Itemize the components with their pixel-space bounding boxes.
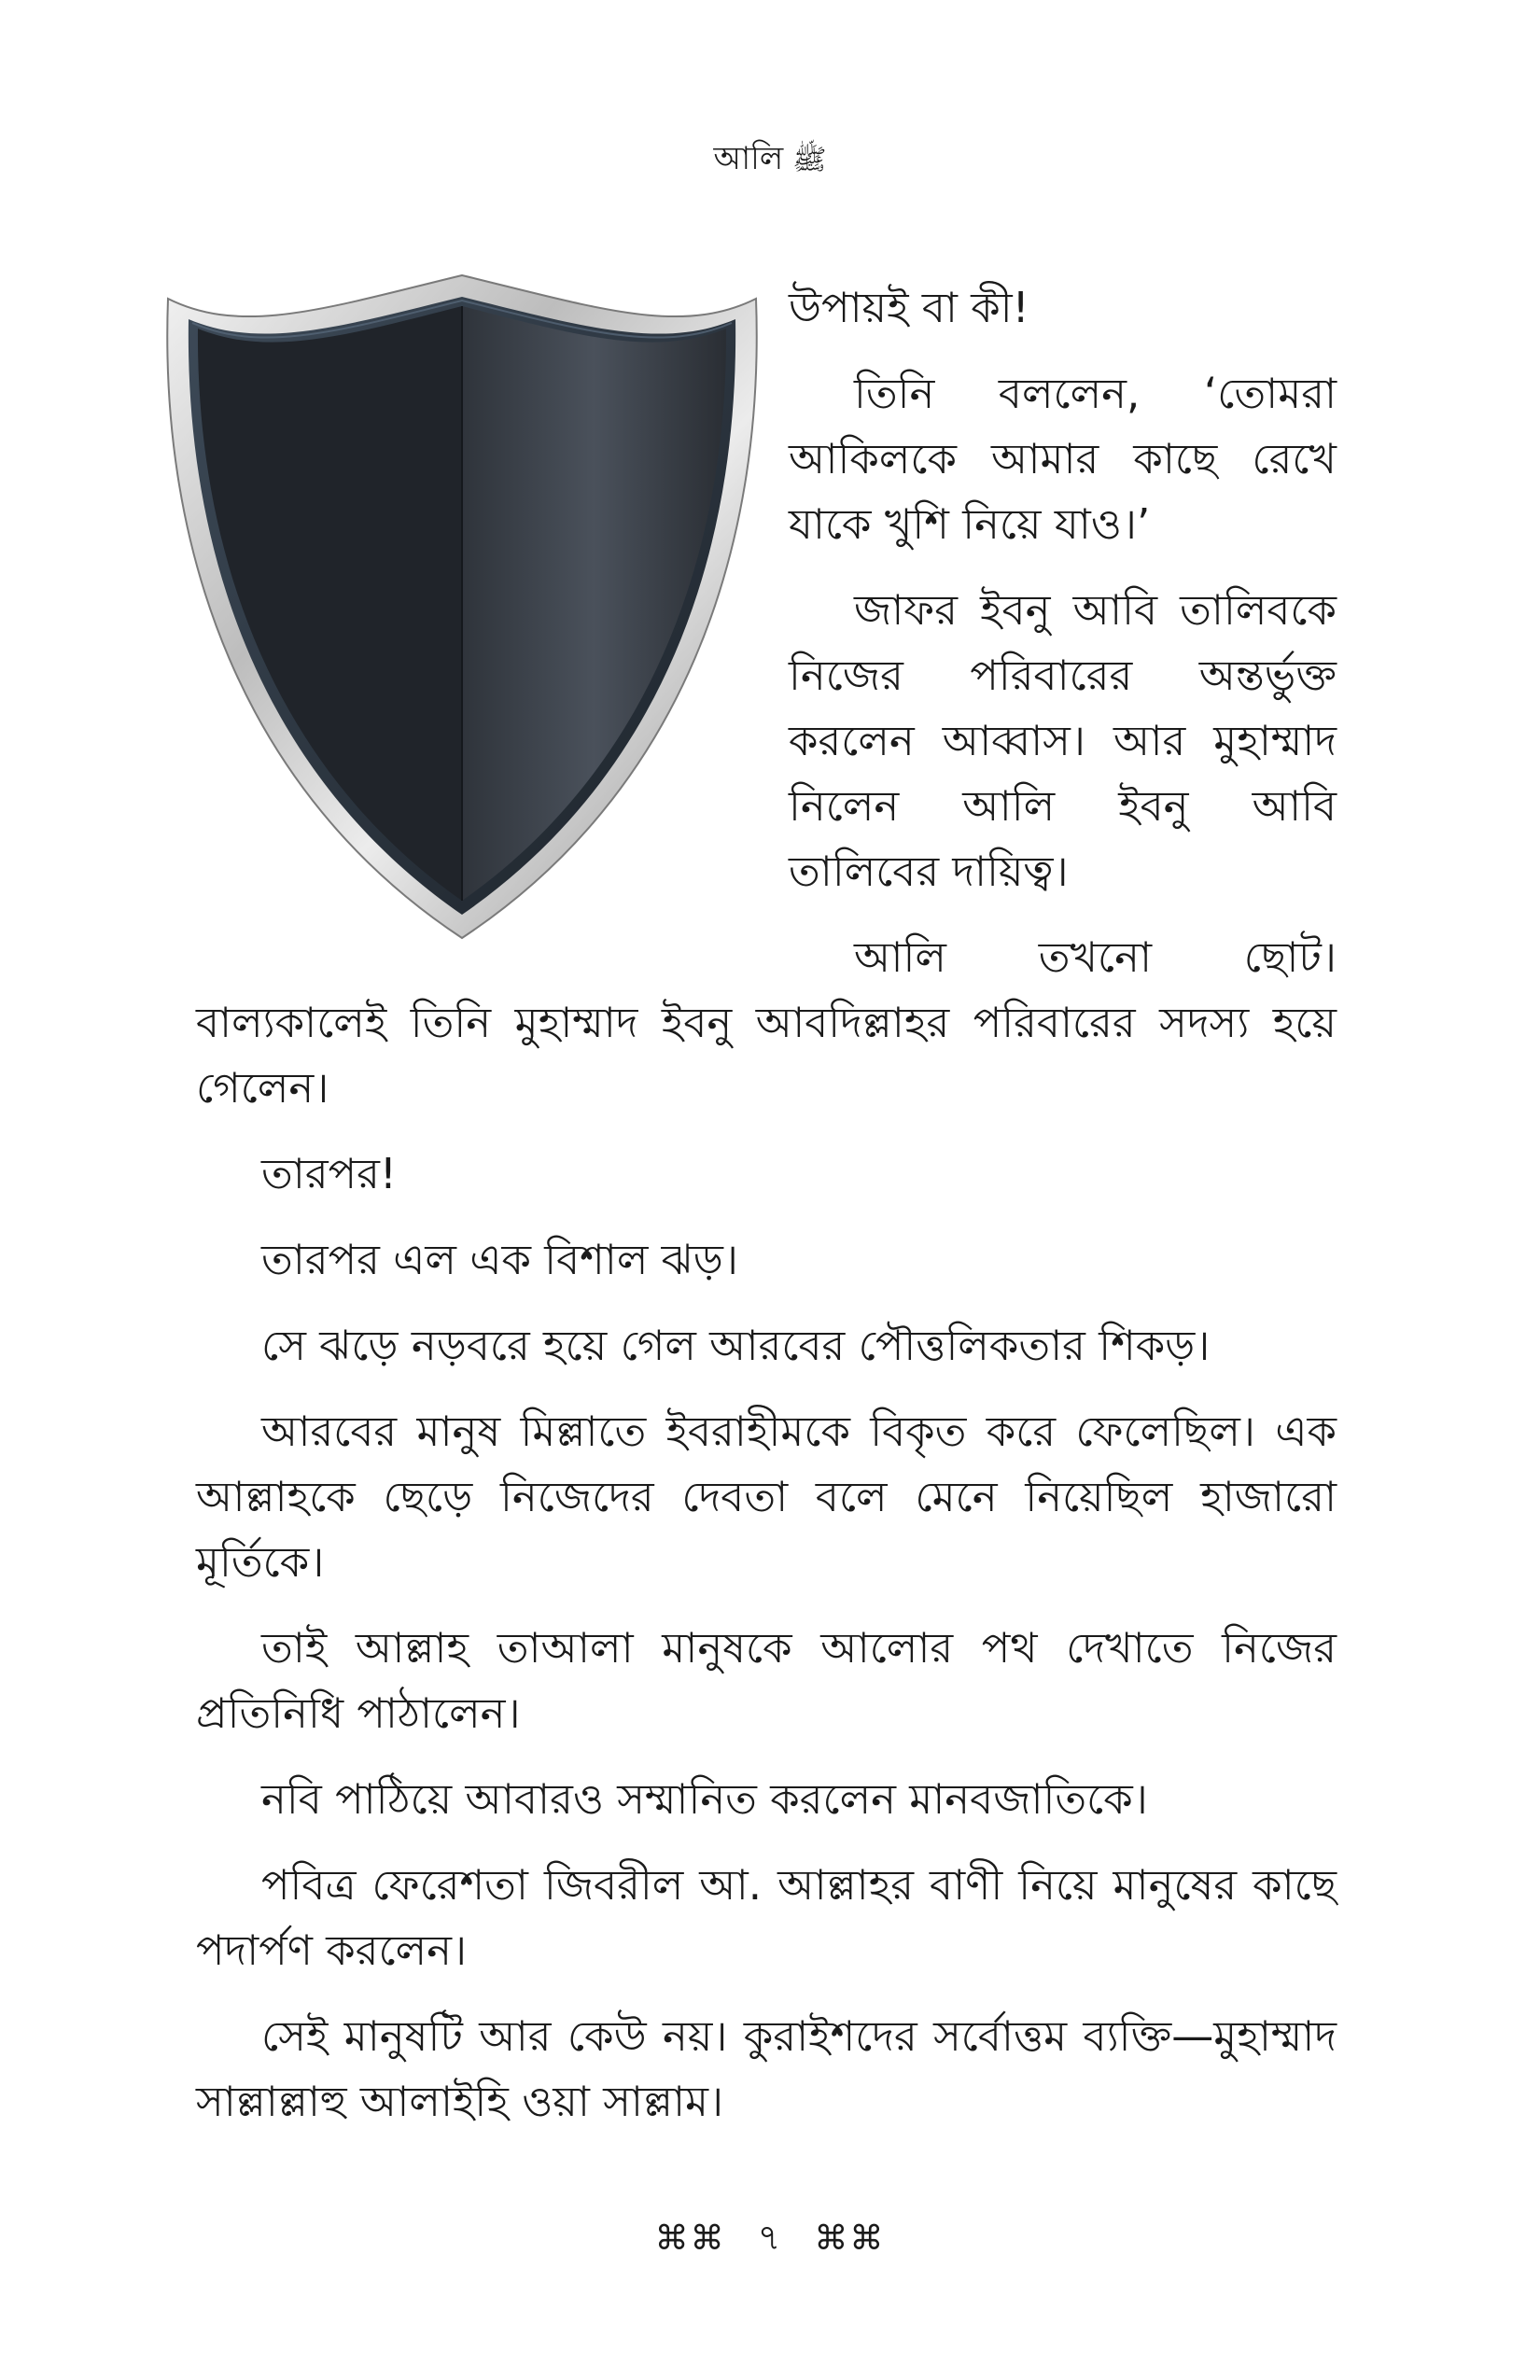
- paragraph: তারপর এল এক বিশাল ঝড়।: [261, 1235, 738, 1284]
- running-title: আলি: [713, 140, 784, 177]
- page-footer: [0, 2214, 1540, 2262]
- paragraph: তাই আল্লাহ তাআলা মানুষকে আলোর পথ দেখাতে নিজের প্রতিনিধি পাঠালেন।: [196, 1623, 1337, 1738]
- paragraph: নবি পাঠিয়ে আবারও সম্মানিত করলেন মানবজাতিকে।: [261, 1774, 1148, 1824]
- paragraph: জাফর ইবনু আবি তালিবকে নিজের পরিবারের অন্তর্ভুক্ত করলেন আব্বাস। আর মুহাম্মাদ নিলেন আলি ইবনু আবি তালিবের দায়িত্ব।: [789, 585, 1337, 896]
- ornament-left-icon: ⌘⌘: [654, 2219, 726, 2258]
- body-text: [196, 275, 1337, 2155]
- paragraph: আলি তখনো ছোট। বাল্যকালেই তিনি মুহাম্মাদ ইবনু আবদিল্লাহর পরিবারের সদস্য হয়ে গেলেন।: [196, 932, 1337, 1113]
- paragraph: সেই মানুষটি আর কেউ নয়। কুরাইশদের সর্বোত্তম ব্যক্তি—মুহাম্মাদ সাল্লাল্লাহু আলাইহি ওয়া সাল্লাম।: [196, 2011, 1337, 2126]
- page-number: ৭: [757, 2217, 783, 2258]
- paragraph: সে ঝড়ে নড়বরে হয়ে গেল আরবের পৌত্তলিকতার শিকড়।: [261, 1321, 1211, 1370]
- ornament-right-icon: ⌘⌘: [814, 2219, 886, 2258]
- illustration-wrap-space: [196, 275, 789, 943]
- paragraph: আরবের মানুষ মিল্লাতে ইবরাহীমকে বিকৃত করে ফেলেছিল। এক আল্লাহকে ছেড়ে নিজেদের দেবতা বলে মেনে নিয়েছিল হাজারো মূর্তিকে।: [196, 1407, 1337, 1587]
- paragraph: তিনি বললেন, ‘তোমরা আকিলকে আমার কাছে রেখে যাকে খুশি নিয়ে যাও।’: [789, 369, 1337, 549]
- running-head: [0, 140, 1540, 179]
- paragraph: তারপর!: [261, 1149, 397, 1198]
- paragraph: পবিত্র ফেরেশতা জিবরীল আ. আল্লাহর বাণী নিয়ে মানুষের কাছে পদার্পণ করলেন।: [196, 1860, 1337, 1975]
- honorific-glyph: ﷺ: [792, 144, 827, 176]
- paragraph: উপায়ই বা কী!: [789, 283, 1029, 332]
